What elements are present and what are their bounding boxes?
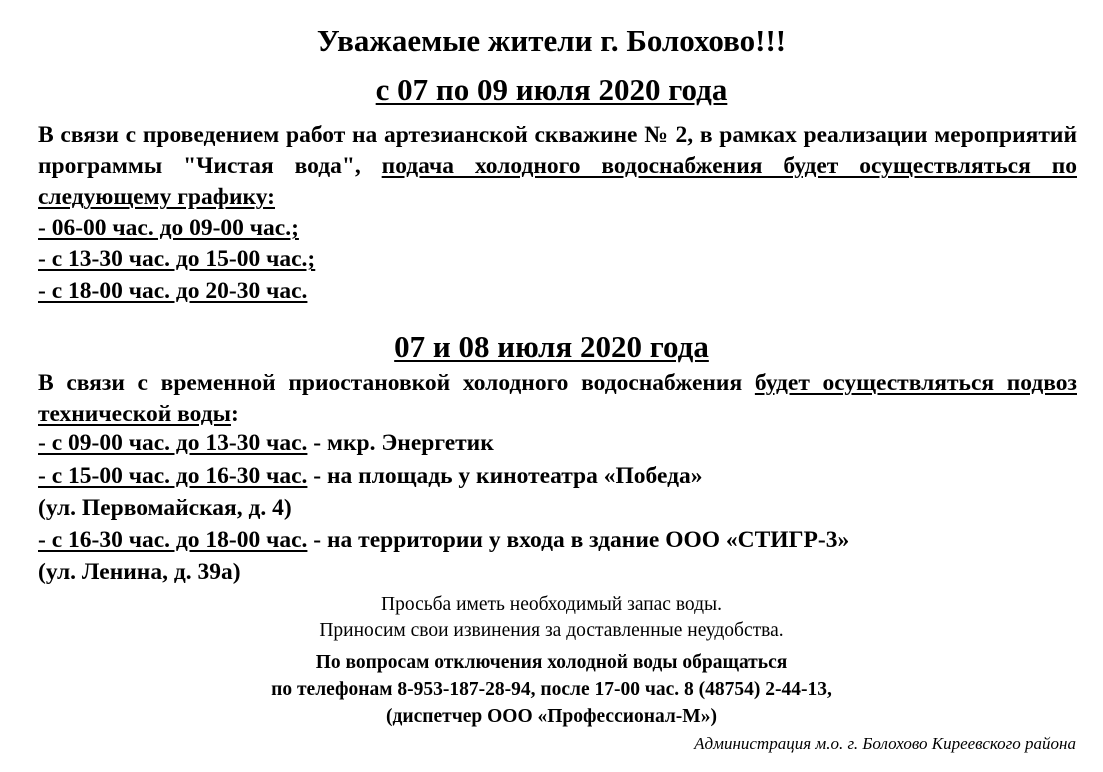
delivery-time: - с 15-00 час. до 16-30 час. (38, 463, 308, 489)
delivery-time: - с 09-00 час. до 13-30 час. (38, 430, 308, 456)
delivery-address: (ул. Ленина, д. 39а) (38, 559, 241, 585)
contact-line: По вопросам отключения холодной воды обращаться (315, 652, 788, 673)
period2-intro (38, 368, 1077, 430)
period2-intro-end: : (230, 401, 239, 427)
delivery-place: - на территории у входа в здание ООО «СТИГР-3» (307, 527, 850, 553)
period1-intro-plain: В связи с проведением работ на артезианской скважине № 2, в рамках реализации мероприятий программы "Чистая вода", (38, 122, 1077, 179)
schedule-item (38, 244, 315, 275)
schedule-item-text: - с 18-00 час. до 20-30 час. (38, 278, 308, 304)
period1-intro (38, 120, 1077, 213)
delivery-item (38, 461, 702, 492)
period1-heading-text: с 07 по 09 июля 2020 года (375, 72, 728, 107)
period2-intro-plain: В связи с временной приостановкой холодного водоснабжения (38, 370, 755, 396)
notice-title: Уважаемые жители г. Болохово!!! (316, 23, 787, 58)
water-supply-request: Просьба иметь необходимый запас воды. (381, 594, 722, 615)
period1-heading (0, 72, 1103, 108)
schedule-item-text: - с 13-30 час. до 15-00 час.; (38, 246, 316, 272)
period2-intro-underlined: будет осуществляться подвоз технической воды (38, 370, 1077, 427)
contact-phones: по телефонам 8-953-187-28-94, после 17-00 час. 8 (48754) 2-44-13, (271, 679, 832, 700)
apology-note: Приносим свои извинения за доставленные неудобства. (319, 620, 784, 641)
period2-heading-text: 07 и 08 июля 2020 года (394, 329, 709, 364)
delivery-address: (ул. Первомайская, д. 4) (38, 495, 292, 521)
period2-heading (0, 329, 1103, 365)
delivery-place: - мкр. Энергетик (307, 430, 494, 456)
delivery-time: - с 16-30 час. до 18-00 час. (38, 527, 308, 553)
period1-intro-underlined: подача холодного водоснабжения будет осуществляться по следующему графику: (38, 153, 1077, 210)
contact-dispatcher: (диспетчер ООО «Профессионал-М») (386, 706, 717, 727)
delivery-item (38, 525, 849, 556)
signature: Администрация м.о. г. Болохово Киреевского района (694, 734, 1076, 753)
delivery-place: - на площадь у кинотеатра «Победа» (307, 463, 703, 489)
schedule-item (38, 276, 307, 307)
schedule-item (38, 213, 299, 244)
schedule-item-text: - 06-00 час. до 09-00 час.; (38, 215, 299, 241)
delivery-item (38, 428, 494, 459)
